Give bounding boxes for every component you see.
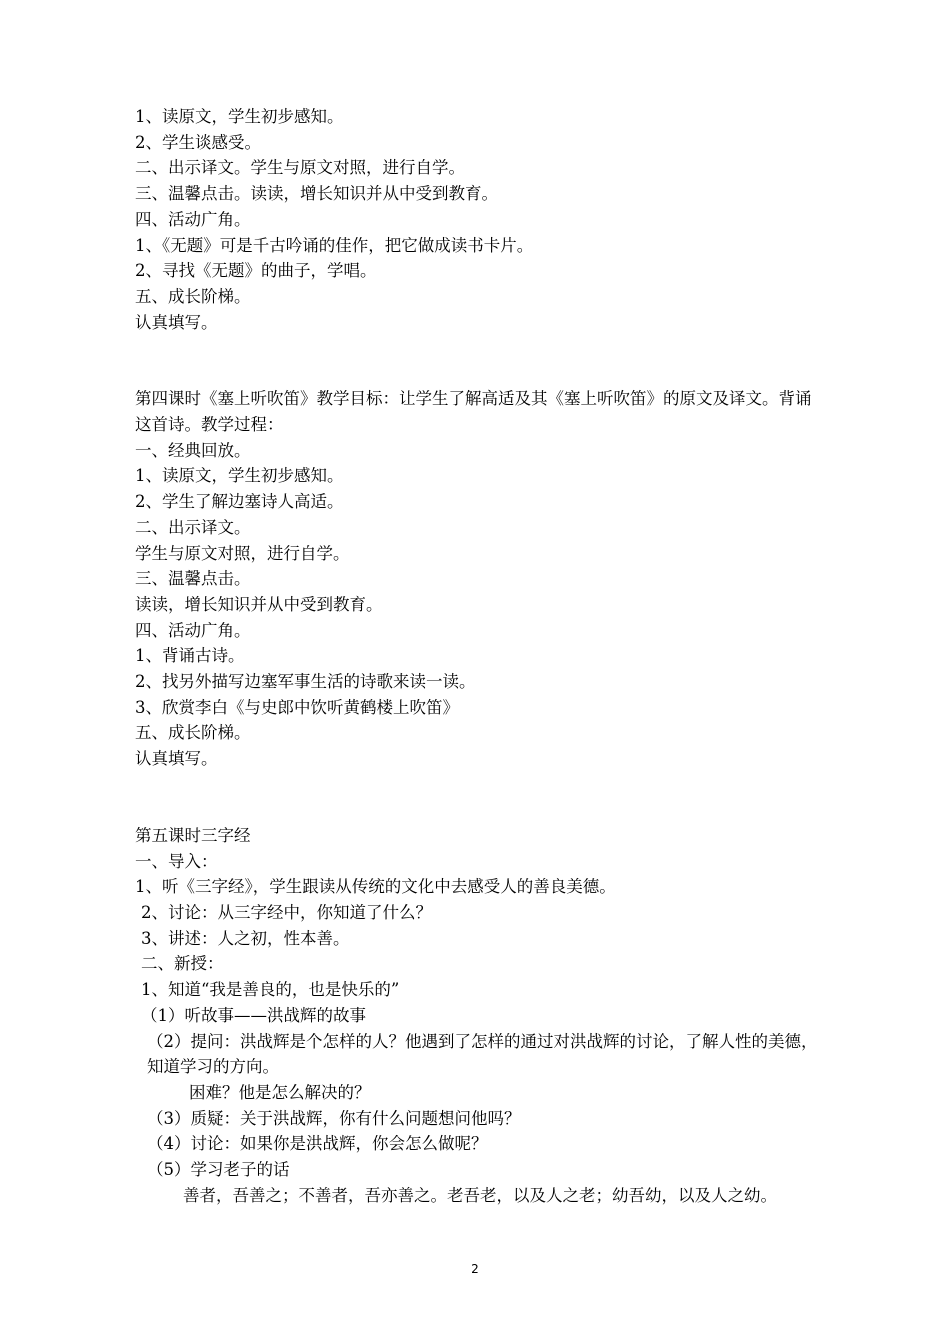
laozi-quote: 善者，吾善之；不善者，吾亦善之。老吾老，以及人之老；幼吾幼，以及人之幼。 — [183, 1185, 777, 1205]
text-line: 困难？他是怎么解决的？ — [189, 1082, 371, 1102]
text-line: 四、活动广角。 — [135, 620, 251, 640]
question-two: （2）提问：洪战辉是个怎样的人？他遇到了怎样的通过对洪战辉的讨论，了解人性的美德，知道学习的方向。 — [147, 1031, 818, 1077]
lesson-four-intro: 第四课时《塞上听吹笛》教学目标：让学生了解高适及其《塞上听吹笛》的原文及译文。背诵这首诗。教学过程： — [135, 389, 812, 435]
text-line: 2、寻找《无题》的曲子，学唱。 — [135, 261, 377, 281]
text-line: 1、听《三字经》，学生跟读从传统的文化中去感受人的善良美德。 — [135, 877, 616, 897]
text-line: 读读，增长知识并从中受到教育。 — [135, 594, 383, 614]
text-line: 一、导入： — [135, 851, 218, 871]
lesson-five-title: 第五课时三字经 — [135, 825, 251, 845]
text-line: 2、讨论：从三字经中，你知道了什么？ — [141, 902, 432, 922]
page-number: 2 — [471, 1262, 479, 1276]
text-line: 1、读原文，学生初步感知。 — [135, 107, 344, 126]
text-line: 1、背诵古诗。 — [135, 646, 245, 666]
text-line: （4）讨论：如果你是洪战辉，你会怎么做呢？ — [147, 1134, 488, 1154]
text-line: 1、知道“我是善良的，也是快乐的” — [141, 980, 400, 1000]
text-line: （1）听故事——洪战辉的故事 — [141, 1005, 366, 1025]
text-line: （5）学习老子的话 — [147, 1160, 290, 1180]
document-page — [135, 104, 825, 1208]
text-line: 三、温馨点击。读读，增长知识并从中受到教育。 — [135, 184, 498, 204]
text-line: 一、经典回放。 — [135, 440, 251, 460]
text-line: 3、欣赏李白《与史郎中饮听黄鹤楼上吹笛》 — [135, 697, 459, 717]
text-line: 认真填写。 — [135, 312, 218, 332]
text-line: 四、活动广角。 — [135, 209, 251, 229]
text-line: 2、学生了解边塞诗人高适。 — [135, 492, 344, 512]
text-line: 二、出示译文。学生与原文对照，进行自学。 — [135, 158, 465, 178]
text-line: 学生与原文对照，进行自学。 — [135, 543, 350, 563]
text-line: 认真填写。 — [135, 749, 218, 769]
text-line: 五、成长阶梯。 — [135, 723, 251, 743]
text-line: 二、出示译文。 — [135, 517, 251, 537]
text-line: 2、学生谈感受。 — [135, 132, 261, 152]
text-line: 1、《无题》可是千古吟诵的佳作，把它做成读书卡片。 — [135, 235, 534, 255]
text-line: 三、温馨点击。 — [135, 569, 251, 589]
text-line: （3）质疑：关于洪战辉，你有什么问题想问他吗？ — [147, 1108, 521, 1128]
text-line: 五、成长阶梯。 — [135, 286, 251, 306]
text-line: 2、找另外描写边塞军事生活的诗歌来读一读。 — [135, 672, 476, 692]
text-line: 1、读原文，学生初步感知。 — [135, 466, 344, 486]
text-line: 3、讲述：人之初，性本善。 — [141, 928, 350, 948]
text-line: 二、新授： — [141, 954, 224, 974]
